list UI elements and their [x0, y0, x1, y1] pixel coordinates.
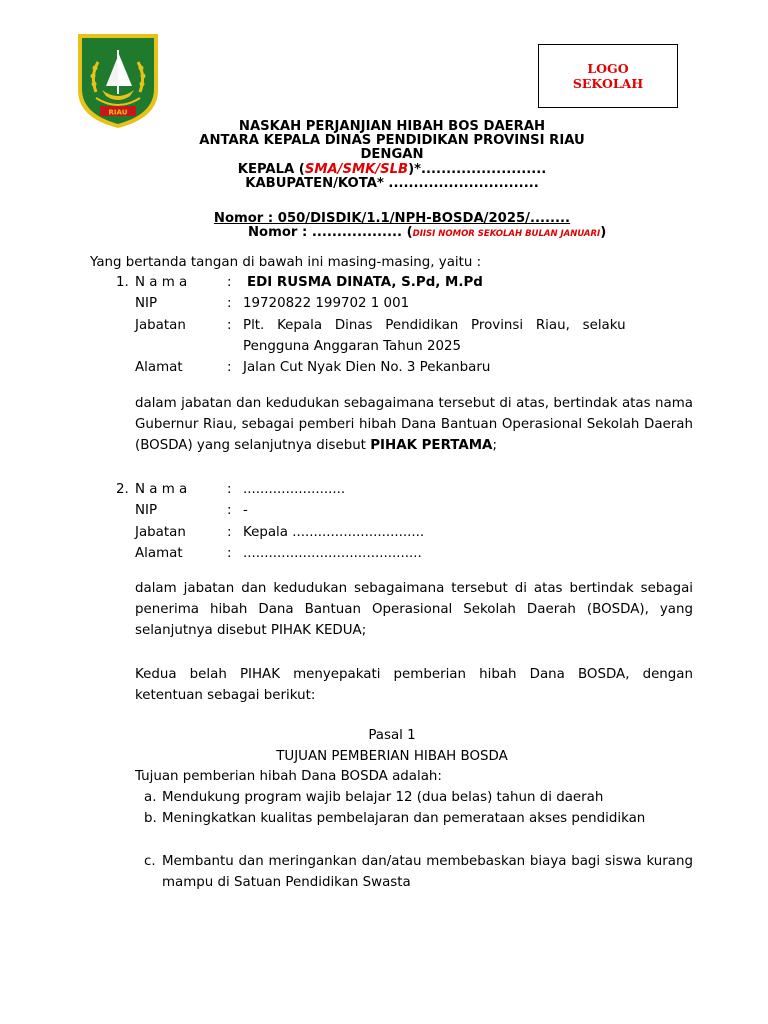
party2-nip-value: -	[243, 503, 248, 518]
pasal-1-subtitle: TUJUAN PEMBERIAN HIBAH BOSDA	[276, 749, 508, 764]
party2-colon: :	[227, 482, 232, 497]
party1-desc-end: ;	[492, 438, 497, 454]
party1-desc-text: dalam jabatan dan kedudukan sebagaimana tersebut di atas, bertindak atas nama Gubernur Riau, sebagai pemberi hibah Dana Bantuan Operasional Sekolah Daerah (BOSDA) yang selanjutnya disebut	[135, 396, 693, 454]
party2-number: 2.	[116, 482, 129, 497]
logo-line2: SEKOLAH	[572, 76, 644, 91]
nomor-line-1	[0, 212, 768, 226]
party1-alamat-label: Alamat	[135, 360, 183, 375]
party1-number: 1.	[116, 275, 129, 290]
list-item-marker: b.	[144, 811, 157, 826]
party1-jabatan-value-line1: Plt. Kepala Dinas Pendidikan Provinsi Riau, selaku	[243, 318, 626, 333]
party2-alamat-value: ..........................................	[243, 546, 422, 561]
party2-colon: :	[227, 525, 232, 540]
party2-nama-row	[116, 479, 345, 500]
school-type-red: SMA/SMK/SLB	[304, 162, 409, 177]
party2-nama-value: ........................	[243, 482, 346, 497]
party2-jabatan-row	[135, 522, 424, 543]
title-line-4	[0, 163, 768, 177]
title-line-3: DENGAN	[360, 147, 424, 162]
intro-text: Yang bertanda tangan di bawah ini masing-masing, yaitu :	[90, 255, 482, 270]
list-item: Meningkatkan kualitas pembelajaran dan pemerataan akses pendidikan	[162, 811, 646, 826]
party1-nama-label: N a m a	[135, 275, 188, 290]
logo-line1: LOGO	[587, 61, 629, 76]
pasal-1-title: Pasal 1	[368, 728, 416, 743]
nomor-line-2	[248, 226, 606, 241]
party2-description: dalam jabatan dan kedudukan sebagaimana tersebut di atas bertindak sebagai penerima hibah Dana Bantuan Operasional Sekolah Daerah (BOSDA), yang selanjutnya disebut PIHAK KEDUA;	[135, 581, 693, 639]
party1-nama-row	[116, 272, 483, 293]
party2-alamat-row	[135, 543, 422, 564]
party1-jabatan-row	[135, 315, 243, 336]
title-line-5: KABUPATEN/KOTA* ..............................	[245, 176, 539, 191]
party1-description	[135, 393, 693, 457]
list-item: Membantu dan meringankan dan/atau membebaskan biaya bagi siswa kurang mampu di Satuan Pendidikan Swasta	[162, 854, 693, 891]
title-line-1: NASKAH PERJANJIAN HIBAH BOS DAERAH	[238, 119, 546, 134]
emblem-riau-text: RIAU	[108, 108, 128, 117]
party2-colon: :	[227, 503, 232, 518]
party1-colon: :	[227, 296, 232, 311]
party2-jabatan-label: Jabatan	[135, 525, 186, 540]
party1-colon: :	[227, 275, 232, 290]
party1-alamat-row	[135, 357, 490, 378]
party2-jabatan-value: Kepala ...............................	[243, 525, 425, 540]
party1-alamat-value: Jalan Cut Nyak Dien No. 3 Pekanbaru	[243, 360, 491, 375]
agreement-text: Kedua belah PIHAK menyepakati pemberian hibah Dana BOSDA, dengan ketentuan sebagai berikut:	[135, 667, 693, 704]
title4-pre: KEPALA (	[237, 162, 305, 177]
party1-jabatan-label: Jabatan	[135, 318, 186, 333]
party1-nama-value: EDI RUSMA DINATA, S.Pd, M.Pd	[247, 275, 483, 290]
party1-nip-row	[135, 293, 409, 314]
school-logo-placeholder	[538, 44, 678, 108]
title-line-2: ANTARA KEPALA DINAS PENDIDIKAN PROVINSI RIAU	[199, 133, 585, 148]
nomor2-note: DIISI NOMOR SEKOLAH BULAN JANUARI	[412, 229, 601, 239]
list-item-marker: c.	[144, 854, 156, 869]
party2-nip-row	[135, 500, 248, 521]
party2-nip-label: NIP	[135, 503, 158, 518]
party2-alamat-label: Alamat	[135, 546, 183, 561]
list-item: Mendukung program wajib belajar 12 (dua belas) tahun di daerah	[162, 790, 604, 805]
party1-nip-label: NIP	[135, 296, 158, 311]
party1-nip-value: 19720822 199702 1 001	[243, 296, 410, 311]
nomor-number: Nomor : 050/DISDIK/1.1/NPH-BOSDA/2025/........	[213, 211, 571, 226]
party1-jabatan-value-line2: Pengguna Anggaran Tahun 2025	[243, 339, 462, 354]
nomor2-pre: Nomor : .................. (	[248, 225, 413, 240]
party2-nama-label: N a m a	[135, 482, 188, 497]
list-item-marker: a.	[144, 790, 157, 805]
pihak-pertama-label: PIHAK PERTAMA	[370, 438, 493, 454]
nomor2-post: )	[600, 225, 607, 240]
riau-emblem-logo	[76, 32, 160, 130]
party1-colon: :	[227, 360, 232, 375]
party2-colon: :	[227, 546, 232, 561]
party1-colon: :	[227, 318, 232, 333]
title4-post: )*.........................	[408, 162, 547, 177]
pasal-1-intro: Tujuan pemberian hibah Dana BOSDA adalah:	[135, 769, 442, 784]
